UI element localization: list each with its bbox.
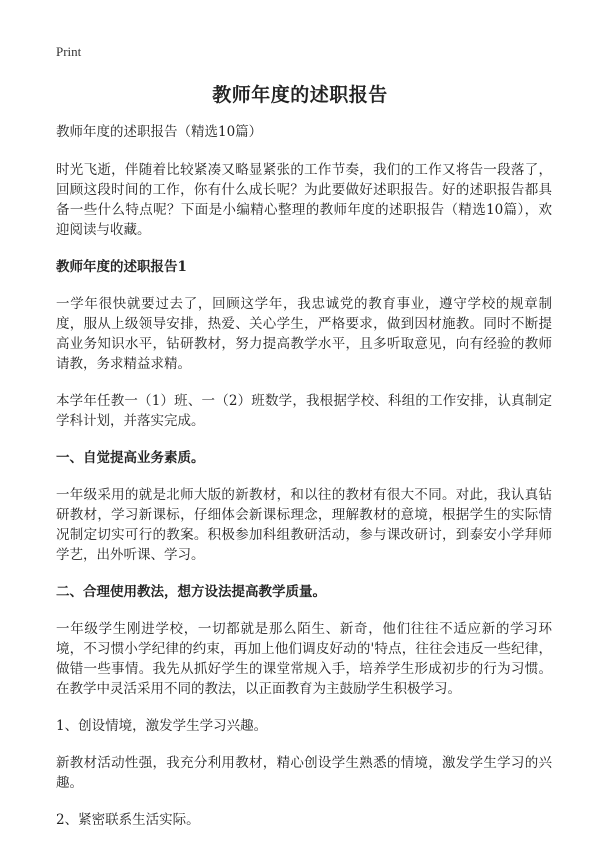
page-title: 教师年度的述职报告: [212, 84, 388, 106]
paragraph-3: 一年级采用的就是北师大版的新教材，和以往的教材有很大不同。对此，我认真钻研教材，学习新课标，仔细体会新课标理念，理解教材的意境，根据学生的实际情况制定切实可行的教案。积极参加科组教研活动，参与课改研讨，到泰安小学拜师学艺，出外听课、学习。: [56, 487, 552, 563]
paragraph-2: 本学年任教一（1）班、一（2）班数学，我根据学校、科组的工作安排，认真制定学科计划，并落实完成。: [56, 393, 552, 429]
list-item-1: 1、创设情境，激发学生学习兴趣。: [56, 718, 268, 734]
print-link[interactable]: Print: [56, 44, 82, 59]
article-subtitle: 教师年度的述职报告（精选10篇）: [56, 124, 263, 140]
list-item-2: 2、紧密联系生活实际。: [56, 812, 200, 828]
subheading-b: 二、合理使用教法，想方设法提高教学质量。: [56, 584, 326, 600]
paragraph-4: 一年级学生刚进学校，一切都就是那么陌生、新奇，他们往往不适应新的学习环境，不习惯小学纪律的约束，再加上他们调皮好动的'特点，往往会违反一些纪律，做错一些事情。我先从抓好学生的课堂常规入手，培养学生形成初步的行为习惯。在教学中灵活采用不同的教法，以正面教育为主鼓励学生积极学习。: [56, 621, 552, 697]
paragraph-1: 一学年很快就要过去了，回顾这学年，我忠诚党的教育事业，遵守学校的规章制度，服从上级领导安排，热爱、关心学生，严格要求，做到因材施教。同时不断提高业务知识水平，钻研教材，努力提高教学水平，且多听取意见，向有经验的教师请教，务求精益求精。: [56, 296, 552, 372]
intro-paragraph: 时光飞逝，伴随着比较紧凑又略显紧张的工作节奏，我们的工作又将告一段落了，回顾这段时间的工作，你有什么成长呢？为此要做好述职报告。好的述职报告都具备一些什么特点呢？下面是小编精心整理的教师年度的述职报告（精选10篇），欢迎阅读与收藏。: [56, 162, 552, 238]
article-body: [56, 122, 552, 847]
paragraph-5: 新教材活动性强，我充分利用教材，精心创设学生熟悉的情境，激发学生学习的兴趣。: [56, 755, 552, 791]
subheading-a: 一、自觉提高业务素质。: [56, 450, 205, 466]
section-heading-1: 教师年度的述职报告1: [56, 259, 187, 275]
